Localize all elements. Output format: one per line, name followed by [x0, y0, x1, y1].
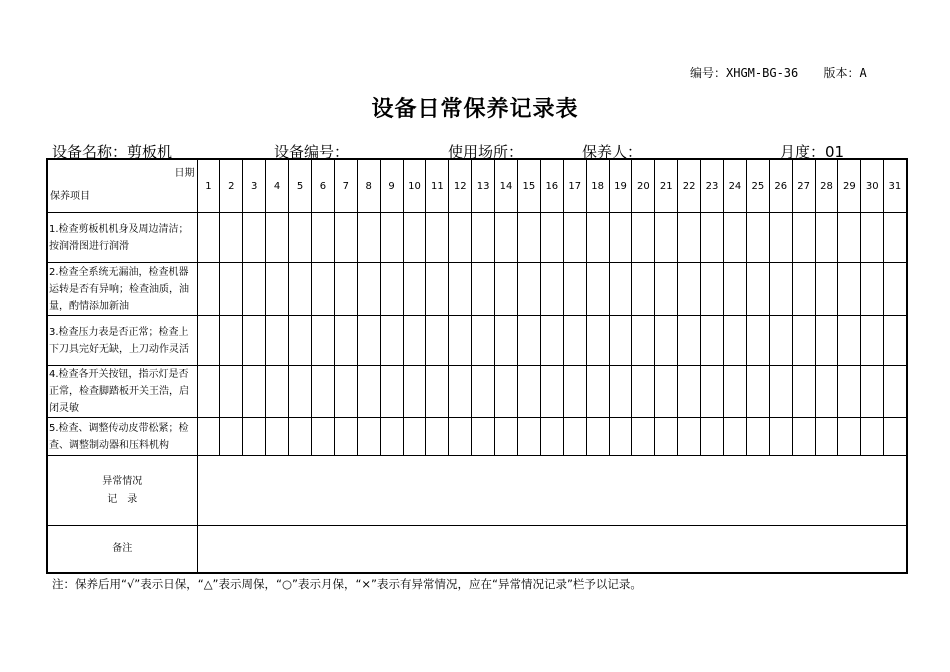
record-cell[interactable]: [517, 418, 540, 456]
record-cell[interactable]: [563, 418, 586, 456]
record-cell[interactable]: [632, 316, 655, 366]
record-cell[interactable]: [472, 263, 495, 316]
record-cell[interactable]: [563, 316, 586, 366]
record-cell[interactable]: [838, 316, 861, 366]
maintenance-item-line: 闭灵敏: [49, 403, 79, 414]
maintenance-item-line: 下刀具完好无缺，上刀动作灵活: [49, 343, 189, 355]
maintenance-item-line: 2.检查全系统无漏油，检查机器: [49, 266, 189, 278]
day-header-cell: 8: [357, 159, 380, 213]
record-cell[interactable]: [815, 213, 838, 263]
day-header-cell: 10: [403, 159, 426, 213]
record-cell[interactable]: [609, 418, 632, 456]
record-cell[interactable]: [449, 418, 472, 456]
day-header-cell: 18: [586, 159, 609, 213]
record-cell[interactable]: [746, 213, 769, 263]
record-cell[interactable]: [289, 366, 312, 418]
day-header-cell: 26: [769, 159, 792, 213]
maintenance-item-row: [47, 213, 907, 263]
record-cell[interactable]: [769, 366, 792, 418]
record-cell[interactable]: [197, 263, 220, 316]
record-cell[interactable]: [197, 366, 220, 418]
record-cell[interactable]: [838, 213, 861, 263]
record-cell[interactable]: [197, 213, 220, 263]
abnormal-label-line: 记 录: [107, 493, 138, 505]
maintenance-item-line: 1.检查剪板机机身及周边清洁；: [49, 223, 189, 235]
day-header-cell: 15: [517, 159, 540, 213]
record-cell[interactable]: [357, 366, 380, 418]
record-cell[interactable]: [449, 316, 472, 366]
record-cell[interactable]: [792, 263, 815, 316]
record-cell[interactable]: [723, 316, 746, 366]
record-cell[interactable]: [220, 418, 243, 456]
record-cell[interactable]: [380, 366, 403, 418]
record-cell[interactable]: [655, 263, 678, 316]
day-header-cell: 5: [289, 159, 312, 213]
record-cell[interactable]: [495, 213, 518, 263]
footnote: 注：保养后用“√”表示日保，“△”表示周保，“○”表示月保，“×”表示有异常情况，应在“异常情况记录”栏予以记录。: [52, 577, 642, 591]
maintenance-item-line: 查、调整制动器和压料机构: [49, 439, 169, 451]
record-cell[interactable]: [243, 366, 266, 418]
record-cell[interactable]: [563, 213, 586, 263]
day-header-cell: 19: [609, 159, 632, 213]
record-cell[interactable]: [495, 316, 518, 366]
record-cell[interactable]: [266, 213, 289, 263]
record-cell[interactable]: [723, 366, 746, 418]
record-cell[interactable]: [495, 263, 518, 316]
record-cell[interactable]: [884, 366, 907, 418]
record-cell[interactable]: [243, 316, 266, 366]
record-cell[interactable]: [334, 418, 357, 456]
record-cell[interactable]: [289, 263, 312, 316]
maintenance-item-text: [47, 213, 197, 263]
record-cell[interactable]: [517, 213, 540, 263]
record-cell[interactable]: [266, 418, 289, 456]
record-cell[interactable]: [609, 316, 632, 366]
record-cell[interactable]: [357, 418, 380, 456]
table-header-row: [47, 159, 907, 213]
record-cell[interactable]: [838, 366, 861, 418]
day-header-cell: 30: [861, 159, 884, 213]
day-header-cell: 6: [311, 159, 334, 213]
record-cell[interactable]: [449, 366, 472, 418]
record-cell[interactable]: [815, 263, 838, 316]
date-header: 日期: [174, 168, 195, 179]
record-cell[interactable]: [746, 263, 769, 316]
record-cell[interactable]: [495, 366, 518, 418]
record-cell[interactable]: [655, 316, 678, 366]
record-cell[interactable]: [632, 263, 655, 316]
record-cell[interactable]: [746, 366, 769, 418]
record-cell[interactable]: [403, 366, 426, 418]
record-cell[interactable]: [426, 366, 449, 418]
record-cell[interactable]: [701, 263, 724, 316]
record-cell[interactable]: [678, 418, 701, 456]
record-cell[interactable]: [884, 418, 907, 456]
record-cell[interactable]: [266, 316, 289, 366]
day-header-cell: 25: [746, 159, 769, 213]
day-header-cell: 12: [449, 159, 472, 213]
record-cell[interactable]: [540, 366, 563, 418]
abnormal-label-line: 异常情况: [102, 475, 143, 487]
record-cell[interactable]: [334, 316, 357, 366]
record-cell[interactable]: [586, 263, 609, 316]
device-name-field: 设备名称：剪板机: [52, 143, 173, 161]
remarks-row: [47, 526, 907, 573]
record-cell[interactable]: [426, 263, 449, 316]
record-cell[interactable]: [792, 316, 815, 366]
record-cell[interactable]: [563, 263, 586, 316]
month-field: 月度：01: [780, 143, 845, 161]
record-cell[interactable]: [701, 316, 724, 366]
record-cell[interactable]: [723, 213, 746, 263]
day-header-cell: 7: [334, 159, 357, 213]
record-cell[interactable]: [701, 418, 724, 456]
day-header-cell: 4: [266, 159, 289, 213]
record-cell[interactable]: [563, 366, 586, 418]
record-cell[interactable]: [380, 316, 403, 366]
record-cell[interactable]: [495, 418, 518, 456]
record-cell[interactable]: [334, 263, 357, 316]
header-corner-cell: [47, 159, 197, 213]
record-cell[interactable]: [586, 213, 609, 263]
record-cell[interactable]: [243, 213, 266, 263]
record-cell[interactable]: [792, 366, 815, 418]
record-cell[interactable]: [632, 366, 655, 418]
record-cell[interactable]: [220, 263, 243, 316]
record-cell[interactable]: [357, 316, 380, 366]
day-header-cell: 3: [243, 159, 266, 213]
record-cell[interactable]: [426, 213, 449, 263]
maintenance-item-row: [47, 418, 907, 456]
record-cell[interactable]: [861, 316, 884, 366]
day-header-cell: 28: [815, 159, 838, 213]
record-cell[interactable]: [769, 316, 792, 366]
record-cell[interactable]: [449, 213, 472, 263]
maintainer-field: 保养人：: [582, 143, 643, 161]
maintenance-item-text: [47, 366, 197, 418]
record-cell[interactable]: [517, 316, 540, 366]
record-cell[interactable]: [289, 213, 312, 263]
maintenance-record-table: [46, 158, 908, 574]
record-cell[interactable]: [197, 316, 220, 366]
record-cell[interactable]: [289, 418, 312, 456]
record-cell[interactable]: [334, 213, 357, 263]
record-cell[interactable]: [380, 213, 403, 263]
record-cell[interactable]: [792, 418, 815, 456]
record-cell[interactable]: [380, 263, 403, 316]
record-cell[interactable]: [678, 316, 701, 366]
record-cell[interactable]: [769, 213, 792, 263]
record-cell[interactable]: [838, 418, 861, 456]
abnormal-record-label: [47, 456, 197, 526]
day-header-cell: 2: [220, 159, 243, 213]
remarks-label: 备注: [47, 526, 197, 573]
document-version: 版本：A: [823, 66, 867, 80]
record-cell[interactable]: [220, 316, 243, 366]
record-cell[interactable]: [792, 213, 815, 263]
record-cell[interactable]: [884, 316, 907, 366]
record-cell[interactable]: [609, 213, 632, 263]
record-cell[interactable]: [517, 366, 540, 418]
record-cell[interactable]: [311, 213, 334, 263]
maintenance-item-line: 5.检查、调整传动皮带松紧；检: [49, 422, 189, 434]
record-cell[interactable]: [815, 316, 838, 366]
record-cell[interactable]: [586, 366, 609, 418]
day-header-cell: 1: [197, 159, 220, 213]
record-cell[interactable]: [540, 263, 563, 316]
record-cell[interactable]: [769, 263, 792, 316]
record-cell[interactable]: [540, 418, 563, 456]
record-cell[interactable]: [701, 213, 724, 263]
record-cell[interactable]: [678, 213, 701, 263]
record-cell[interactable]: [655, 213, 678, 263]
record-cell[interactable]: [472, 213, 495, 263]
record-cell[interactable]: [746, 418, 769, 456]
record-cell[interactable]: [632, 418, 655, 456]
maintenance-item-line: 运转是否有异响；检查油质，油: [49, 283, 189, 295]
maintenance-item-text: [47, 263, 197, 316]
record-cell[interactable]: [311, 418, 334, 456]
day-header-cell: 31: [884, 159, 907, 213]
record-cell[interactable]: [334, 366, 357, 418]
day-header-cell: 22: [678, 159, 701, 213]
day-header-cell: 27: [792, 159, 815, 213]
record-cell[interactable]: [884, 263, 907, 316]
record-cell[interactable]: [586, 418, 609, 456]
record-cell[interactable]: [540, 316, 563, 366]
record-cell[interactable]: [403, 213, 426, 263]
maintenance-item-line: 按润滑图进行润滑: [49, 240, 129, 252]
maintenance-item-row: [47, 366, 907, 418]
day-header-cell: 17: [563, 159, 586, 213]
maintenance-item-text: [47, 316, 197, 366]
record-cell[interactable]: [723, 263, 746, 316]
record-cell[interactable]: [769, 418, 792, 456]
record-cell[interactable]: [266, 366, 289, 418]
record-cell[interactable]: [723, 418, 746, 456]
record-cell[interactable]: [472, 316, 495, 366]
abnormal-record-row: [47, 456, 907, 526]
record-cell[interactable]: [357, 263, 380, 316]
record-cell[interactable]: [678, 366, 701, 418]
record-cell[interactable]: [311, 263, 334, 316]
record-cell[interactable]: [266, 263, 289, 316]
record-cell[interactable]: [609, 263, 632, 316]
day-header-cell: 21: [655, 159, 678, 213]
record-cell[interactable]: [861, 366, 884, 418]
record-cell[interactable]: [403, 263, 426, 316]
record-cell[interactable]: [701, 366, 724, 418]
record-cell[interactable]: [884, 213, 907, 263]
record-cell[interactable]: [655, 366, 678, 418]
record-cell[interactable]: [197, 418, 220, 456]
record-cell[interactable]: [861, 418, 884, 456]
maintenance-item-line: 正常，检查脚踏板开关王浩，启: [49, 386, 189, 397]
maintenance-item-text: [47, 418, 197, 456]
record-cell[interactable]: [609, 366, 632, 418]
record-cell[interactable]: [289, 316, 312, 366]
day-header-cell: 23: [701, 159, 724, 213]
maintenance-item-row: [47, 316, 907, 366]
record-cell[interactable]: [517, 263, 540, 316]
record-cell[interactable]: [861, 263, 884, 316]
day-header-cell: 13: [472, 159, 495, 213]
record-cell[interactable]: [403, 418, 426, 456]
day-header-cell: 24: [723, 159, 746, 213]
document-number: [690, 64, 920, 81]
maintenance-item-line: 4.检查各开关按钮，指示灯是否: [49, 369, 189, 380]
record-cell[interactable]: [861, 213, 884, 263]
day-header-cell: 16: [540, 159, 563, 213]
record-cell[interactable]: [632, 213, 655, 263]
record-cell[interactable]: [472, 418, 495, 456]
record-cell[interactable]: [838, 263, 861, 316]
record-cell[interactable]: [243, 418, 266, 456]
record-cell[interactable]: [815, 418, 838, 456]
abnormal-record-field[interactable]: [197, 456, 907, 526]
record-cell[interactable]: [380, 418, 403, 456]
day-header-cell: 14: [495, 159, 518, 213]
record-cell[interactable]: [540, 213, 563, 263]
record-cell[interactable]: [655, 418, 678, 456]
day-header-cell: 11: [426, 159, 449, 213]
record-cell[interactable]: [243, 263, 266, 316]
item-header: 保养项目: [50, 191, 90, 202]
day-header-cell: 9: [380, 159, 403, 213]
record-cell[interactable]: [426, 316, 449, 366]
record-cell[interactable]: [815, 366, 838, 418]
maintenance-item-line: 量，酌情添加新油: [49, 300, 129, 312]
record-cell[interactable]: [220, 213, 243, 263]
record-cell[interactable]: [357, 213, 380, 263]
page-title: 设备日常保养记录表: [371, 97, 579, 122]
maintenance-item-line: 3.检查压力表是否正常；检查上: [49, 326, 189, 338]
record-cell[interactable]: [220, 366, 243, 418]
record-cell[interactable]: [449, 263, 472, 316]
remarks-field[interactable]: [197, 526, 907, 573]
location-field: 使用场所：: [448, 143, 524, 161]
day-header-cell: 20: [632, 159, 655, 213]
device-number-field: 设备编号：: [274, 143, 350, 161]
record-cell[interactable]: [746, 316, 769, 366]
record-cell[interactable]: [472, 366, 495, 418]
record-cell[interactable]: [311, 316, 334, 366]
record-cell[interactable]: [403, 316, 426, 366]
day-header-cell: 29: [838, 159, 861, 213]
record-cell[interactable]: [678, 263, 701, 316]
record-cell[interactable]: [311, 366, 334, 418]
maintenance-item-row: [47, 263, 907, 316]
record-cell[interactable]: [426, 418, 449, 456]
record-cell[interactable]: [586, 316, 609, 366]
document-code: 编号：XHGM-BG-36: [690, 66, 799, 80]
